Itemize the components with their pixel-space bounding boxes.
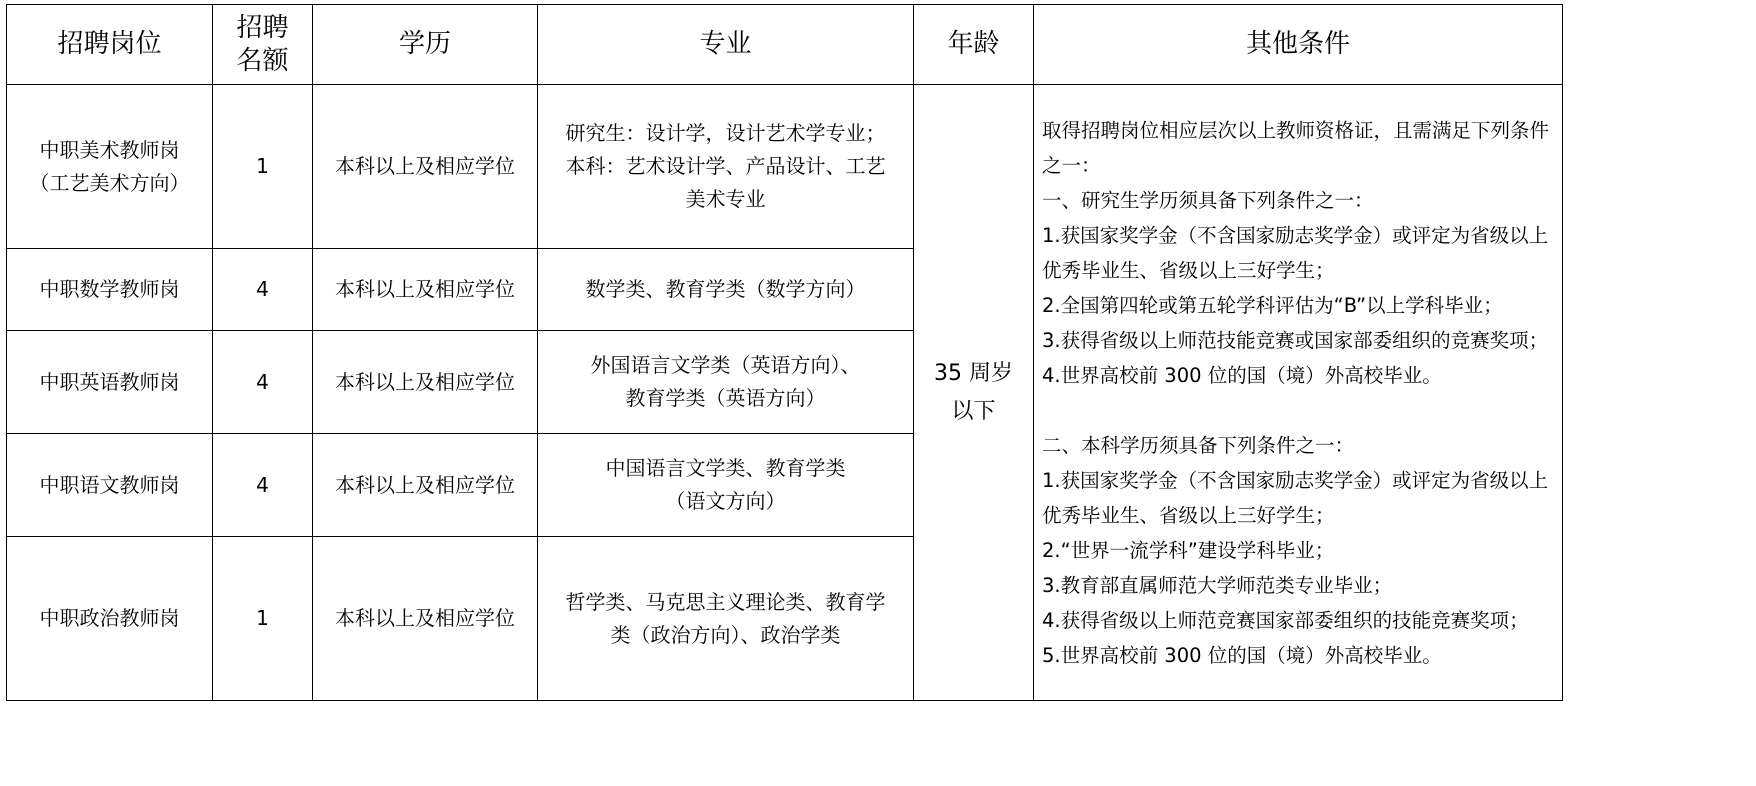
major-line: 数学类、教育学类（数学方向） bbox=[585, 277, 866, 301]
age-line2: 以下 bbox=[951, 398, 996, 424]
education-cell: 本科以上及相应学位 bbox=[313, 249, 538, 331]
quota-cell: 4 bbox=[213, 331, 313, 434]
education-cell: 本科以上及相应学位 bbox=[313, 331, 538, 434]
recruitment-table bbox=[6, 4, 1563, 701]
ug-heading: 二、本科学历须具备下列条件之一： bbox=[1042, 433, 1355, 457]
education-cell: 本科以上及相应学位 bbox=[313, 434, 538, 537]
major-cell bbox=[538, 249, 914, 331]
header-quota bbox=[213, 5, 313, 85]
major-cell bbox=[538, 434, 914, 537]
grad-item: 2.全国第四轮或第五轮学科评估为“B”以上学科毕业； bbox=[1042, 293, 1503, 317]
ug-item: 1.获国家奖学金（不含国家励志奖学金）或评定为省级以上优秀毕业生、省级以上三好学生； bbox=[1042, 468, 1549, 527]
position-cell: 中职数学教师岗 bbox=[7, 249, 213, 331]
education-cell: 本科以上及相应学位 bbox=[313, 537, 538, 701]
position-direction: （工艺美术方向） bbox=[29, 170, 190, 195]
position-cell: 中职语文教师岗 bbox=[7, 434, 213, 537]
major-line: 美术专业 bbox=[685, 187, 766, 211]
position-cell: 中职政治教师岗 bbox=[7, 537, 213, 701]
header-quota-line1: 招聘 bbox=[236, 12, 289, 43]
education-cell: 本科以上及相应学位 bbox=[313, 85, 538, 249]
grad-item: 3.获得省级以上师范技能竞赛或国家部委组织的竞赛奖项； bbox=[1042, 328, 1549, 352]
grad-item: 4.世界高校前 300 位的国（境）外高校毕业。 bbox=[1042, 363, 1442, 387]
major-line: 哲学类、马克思主义理论类、教育学 bbox=[565, 589, 886, 614]
other-intro: 取得招聘岗位相应层次以上教师资格证，且需满足下列条件之一： bbox=[1042, 118, 1550, 177]
major-line: （语文方向） bbox=[665, 489, 786, 513]
major-cell bbox=[538, 331, 914, 434]
age-cell bbox=[914, 85, 1034, 701]
major-line: 本科：艺术设计学、产品设计、工艺 bbox=[565, 154, 886, 178]
major-line: 研究生：设计学，设计艺术学专业； bbox=[565, 121, 886, 145]
major-cell bbox=[538, 85, 914, 249]
ug-item: 4.获得省级以上师范竞赛国家部委组织的技能竞赛奖项； bbox=[1042, 608, 1529, 632]
ug-item: 3.教育部直属师范大学师范类专业毕业； bbox=[1042, 573, 1393, 597]
header-education: 学历 bbox=[313, 5, 538, 85]
major-line: 中国语言文学类、教育学类 bbox=[605, 456, 846, 480]
major-line: 外国语言文学类（英语方向）、 bbox=[590, 353, 861, 377]
table-row bbox=[7, 85, 1563, 249]
header-major: 专业 bbox=[538, 5, 914, 85]
header-row bbox=[7, 5, 1563, 85]
header-other: 其他条件 bbox=[1034, 5, 1563, 85]
major-line: 教育学类（英语方向） bbox=[625, 386, 826, 410]
quota-cell: 1 bbox=[213, 85, 313, 249]
quota-cell: 1 bbox=[213, 537, 313, 701]
position-cell: 中职英语教师岗 bbox=[7, 331, 213, 434]
grad-heading: 一、研究生学历须具备下列条件之一： bbox=[1042, 188, 1374, 212]
ug-item: 5.世界高校前 300 位的国（境）外高校毕业。 bbox=[1042, 643, 1442, 667]
spacer bbox=[1042, 393, 1554, 428]
grad-item: 1.获国家奖学金（不含国家励志奖学金）或评定为省级以上优秀毕业生、省级以上三好学生； bbox=[1042, 223, 1549, 282]
major-cell bbox=[538, 537, 914, 701]
header-position: 招聘岗位 bbox=[7, 5, 213, 85]
header-age: 年龄 bbox=[914, 5, 1034, 85]
age-line1: 35 周岁 bbox=[934, 360, 1013, 386]
quota-cell: 4 bbox=[213, 249, 313, 331]
ug-item: 2.“世界一流学科”建设学科毕业； bbox=[1042, 538, 1335, 562]
major-line: 类（政治方向）、政治学类 bbox=[610, 622, 841, 647]
position-name: 中职美术教师岗 bbox=[39, 137, 180, 162]
quota-cell: 4 bbox=[213, 434, 313, 537]
header-quota-line2: 名额 bbox=[236, 45, 289, 76]
position-cell bbox=[7, 85, 213, 249]
other-conditions-cell bbox=[1034, 85, 1563, 701]
